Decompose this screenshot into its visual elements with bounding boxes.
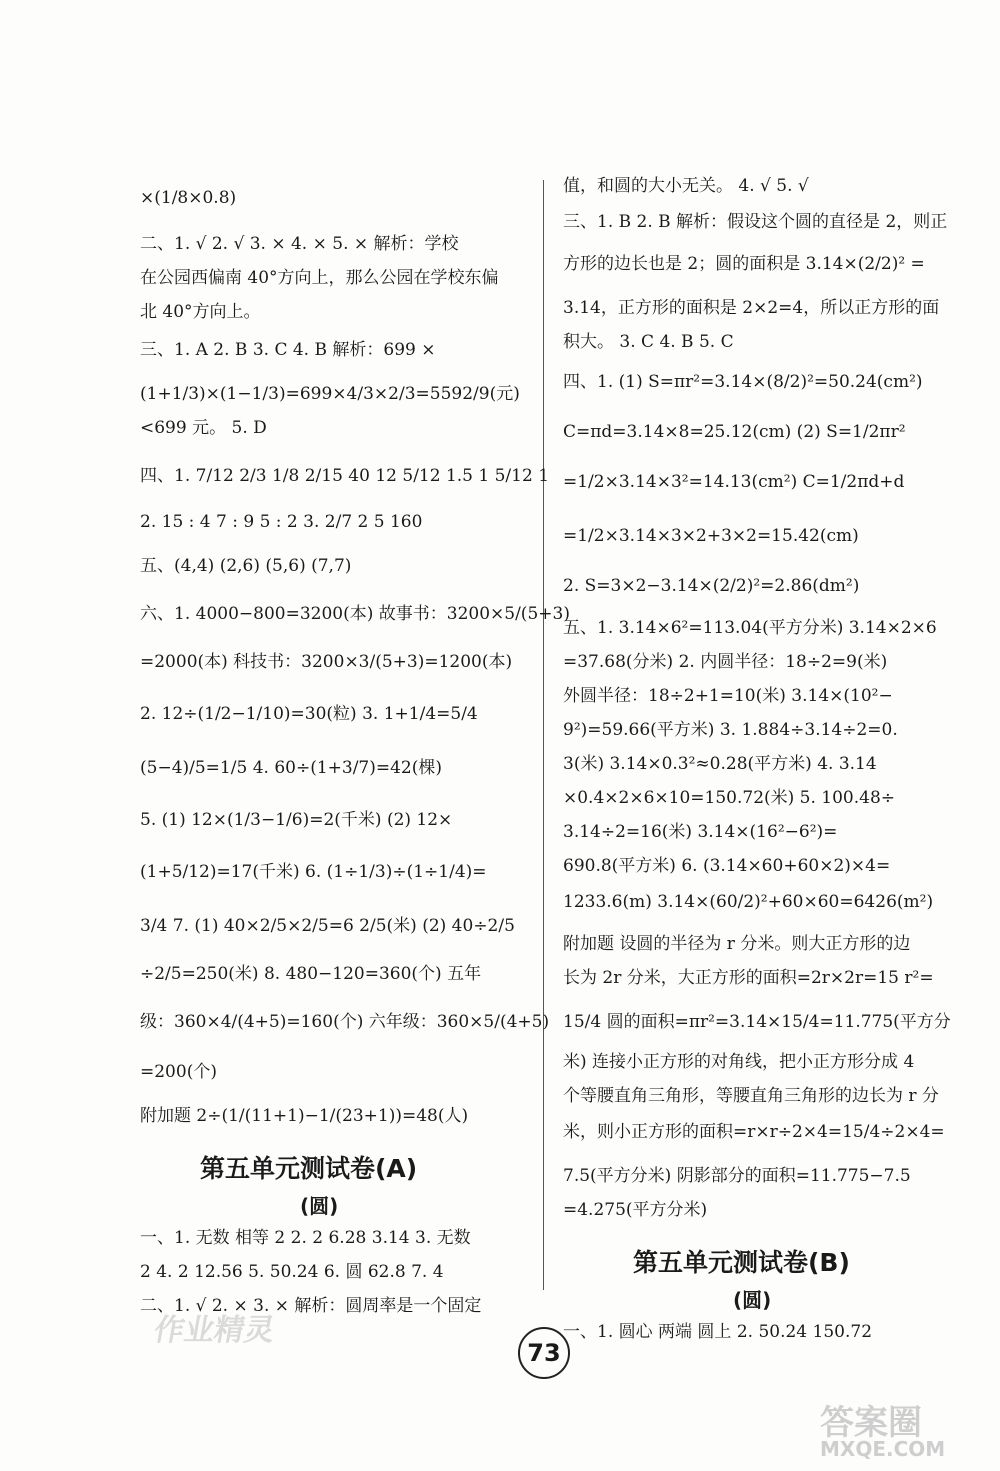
answer-line: ÷2/5=250(米) 8. 480−120=360(个) 五年	[140, 964, 482, 984]
answer-line: 3/4 7. (1) 40×2/5×2/5=6 2/5(米) (2) 40÷2/5	[140, 916, 515, 936]
answer-line: 3.14÷2=16(米) 3.14×(16²−6²)=	[563, 822, 838, 842]
answer-line: 方形的边长也是 2；圆的面积是 3.14×(2/2)² =	[563, 254, 925, 274]
answer-line: 五、(4,4) (2,6) (5,6) (7,7)	[140, 556, 352, 576]
answer-line: 2. 15 : 4 7 : 9 5 : 2 3. 2/7 2 5 160	[140, 512, 423, 532]
answer-line: 四、1. 7/12 2/3 1/8 2/15 40 12 5/12 1.5 1 5/12 1	[140, 466, 550, 486]
answer-line: 附加题 2÷(1/(11+1)−1/(23+1))=48(人)	[140, 1106, 469, 1126]
answer-line: =1/2×3.14×3×2+3×2=15.42(cm)	[563, 526, 859, 546]
answer-line: 3(米) 3.14×0.3²≈0.28(平方米) 4. 3.14	[563, 754, 877, 774]
answer-line: 2. 12÷(1/2−1/10)=30(粒) 3. 1+1/4=5/4	[140, 704, 478, 724]
answer-line: 二、1. √ 2. √ 3. × 4. × 5. × 解析：学校	[140, 234, 459, 254]
answer-line: 一、1. 圆心 两端 圆上 2. 50.24 150.72	[563, 1322, 873, 1342]
answer-line: 米，则小正方形的面积=r×r÷2×4=15/4÷2×4=	[563, 1122, 945, 1142]
answer-line: =4.275(平方分米)	[563, 1200, 708, 1220]
answer-line: 在公园西偏南 40°方向上，那么公园在学校东偏	[140, 268, 499, 288]
answer-line: 级：360×4/(4+5)=160(个) 六年级：360×5/(4+5)	[140, 1012, 550, 1032]
answer-line: 三、1. B 2. B 解析：假设这个圆的直径是 2，则正	[563, 212, 948, 232]
page-number: 73	[518, 1327, 570, 1379]
answer-line: 积大。 3. C 4. B 5. C	[563, 332, 734, 352]
answer-line: C=πd=3.14×8=25.12(cm) (2) S=1/2πr²	[563, 422, 906, 442]
answer-line: 长为 2r 分米，大正方形的面积=2r×2r=15 r²=	[563, 968, 934, 988]
answer-line: 5. (1) 12×(1/3−1/6)=2(千米) (2) 12×	[140, 810, 453, 830]
section-b-title: 第五单元测试卷(B)	[633, 1248, 850, 1277]
answer-line: =37.68(分米) 2. 内圆半径：18÷2=9(米)	[563, 652, 888, 672]
answer-line: =1/2×3.14×3²=14.13(cm²) C=1/2πd+d	[563, 472, 905, 492]
answer-line: 3.14，正方形的面积是 2×2=4，所以正方形的面	[563, 298, 940, 318]
answer-line: 一、1. 无数 相等 2 2. 2 6.28 3.14 3. 无数	[140, 1228, 471, 1248]
answer-line: 三、1. A 2. B 3. C 4. B 解析：699 ×	[140, 340, 436, 360]
answer-line: =2000(本) 科技书：3200×3/(5+3)=1200(本)	[140, 652, 513, 672]
answer-line: 值，和圆的大小无关。 4. √ 5. √	[563, 176, 809, 196]
answer-line: 四、1. (1) S=πr²=3.14×(8/2)²=50.24(cm²)	[563, 372, 923, 392]
answer-line: =200(个)	[140, 1062, 217, 1082]
answer-line: 米) 连接小正方形的对角线，把小正方形分成 4	[563, 1052, 915, 1072]
answer-line: 二、1. √ 2. × 3. × 解析：圆周率是一个固定	[140, 1296, 482, 1316]
section-a-title: 第五单元测试卷(A)	[200, 1154, 418, 1183]
answer-line: 7.5(平方分米) 阴影部分的面积=11.775−7.5	[563, 1166, 911, 1186]
answer-line: 9²)=59.66(平方米) 3. 1.884÷3.14÷2=0.	[563, 720, 898, 740]
section-a-subtitle: (圆)	[300, 1194, 339, 1218]
answer-line: 外圆半径：18÷2+1=10(米) 3.14×(10²−	[563, 686, 893, 706]
answer-line: 2 4. 2 12.56 5. 50.24 6. 圆 62.8 7. 4	[140, 1262, 444, 1282]
section-b-subtitle: (圆)	[733, 1288, 772, 1312]
answer-line: (5−4)/5=1/5 4. 60÷(1+3/7)=42(棵)	[140, 758, 443, 778]
answer-line: ×0.4×2×6×10=150.72(米) 5. 100.48÷	[563, 788, 896, 808]
answer-line: 15/4 圆的面积=πr²=3.14×15/4=11.775(平方分	[563, 1012, 951, 1032]
answer-line: 2. S=3×2−3.14×(2/2)²=2.86(dm²)	[563, 576, 860, 596]
watermark: 作业精灵	[151, 1313, 278, 1348]
answer-line: 北 40°方向上。	[140, 302, 261, 322]
answer-line: (1+1/3)×(1−1/3)=699×4/3×2/3=5592/9(元)	[140, 384, 520, 404]
answer-line: (1+5/12)=17(千米) 6. (1÷1/3)÷(1÷1/4)=	[140, 862, 487, 882]
answer-line: 五、1. 3.14×6²=113.04(平方分米) 3.14×2×6	[563, 618, 937, 638]
answer-line: 附加题 设圆的半径为 r 分米。则大正方形的边	[563, 934, 911, 954]
watermark: 答案圈	[820, 1403, 922, 1443]
answer-line: 1233.6(m) 3.14×(60/2)²+60×60=6426(m²)	[563, 892, 934, 912]
column-divider	[543, 180, 544, 1290]
answer-line: 六、1. 4000−800=3200(本) 故事书：3200×5/(5+3)	[140, 604, 570, 624]
answer-line: ×(1/8×0.8)	[140, 188, 237, 208]
watermark: MXQE.COM	[820, 1437, 946, 1461]
answer-line: <699 元。 5. D	[140, 418, 267, 438]
answer-line: 个等腰直角三角形，等腰直角三角形的边长为 r 分	[563, 1086, 939, 1106]
answer-line: 690.8(平方米) 6. (3.14×60+60×2)×4=	[563, 856, 891, 876]
